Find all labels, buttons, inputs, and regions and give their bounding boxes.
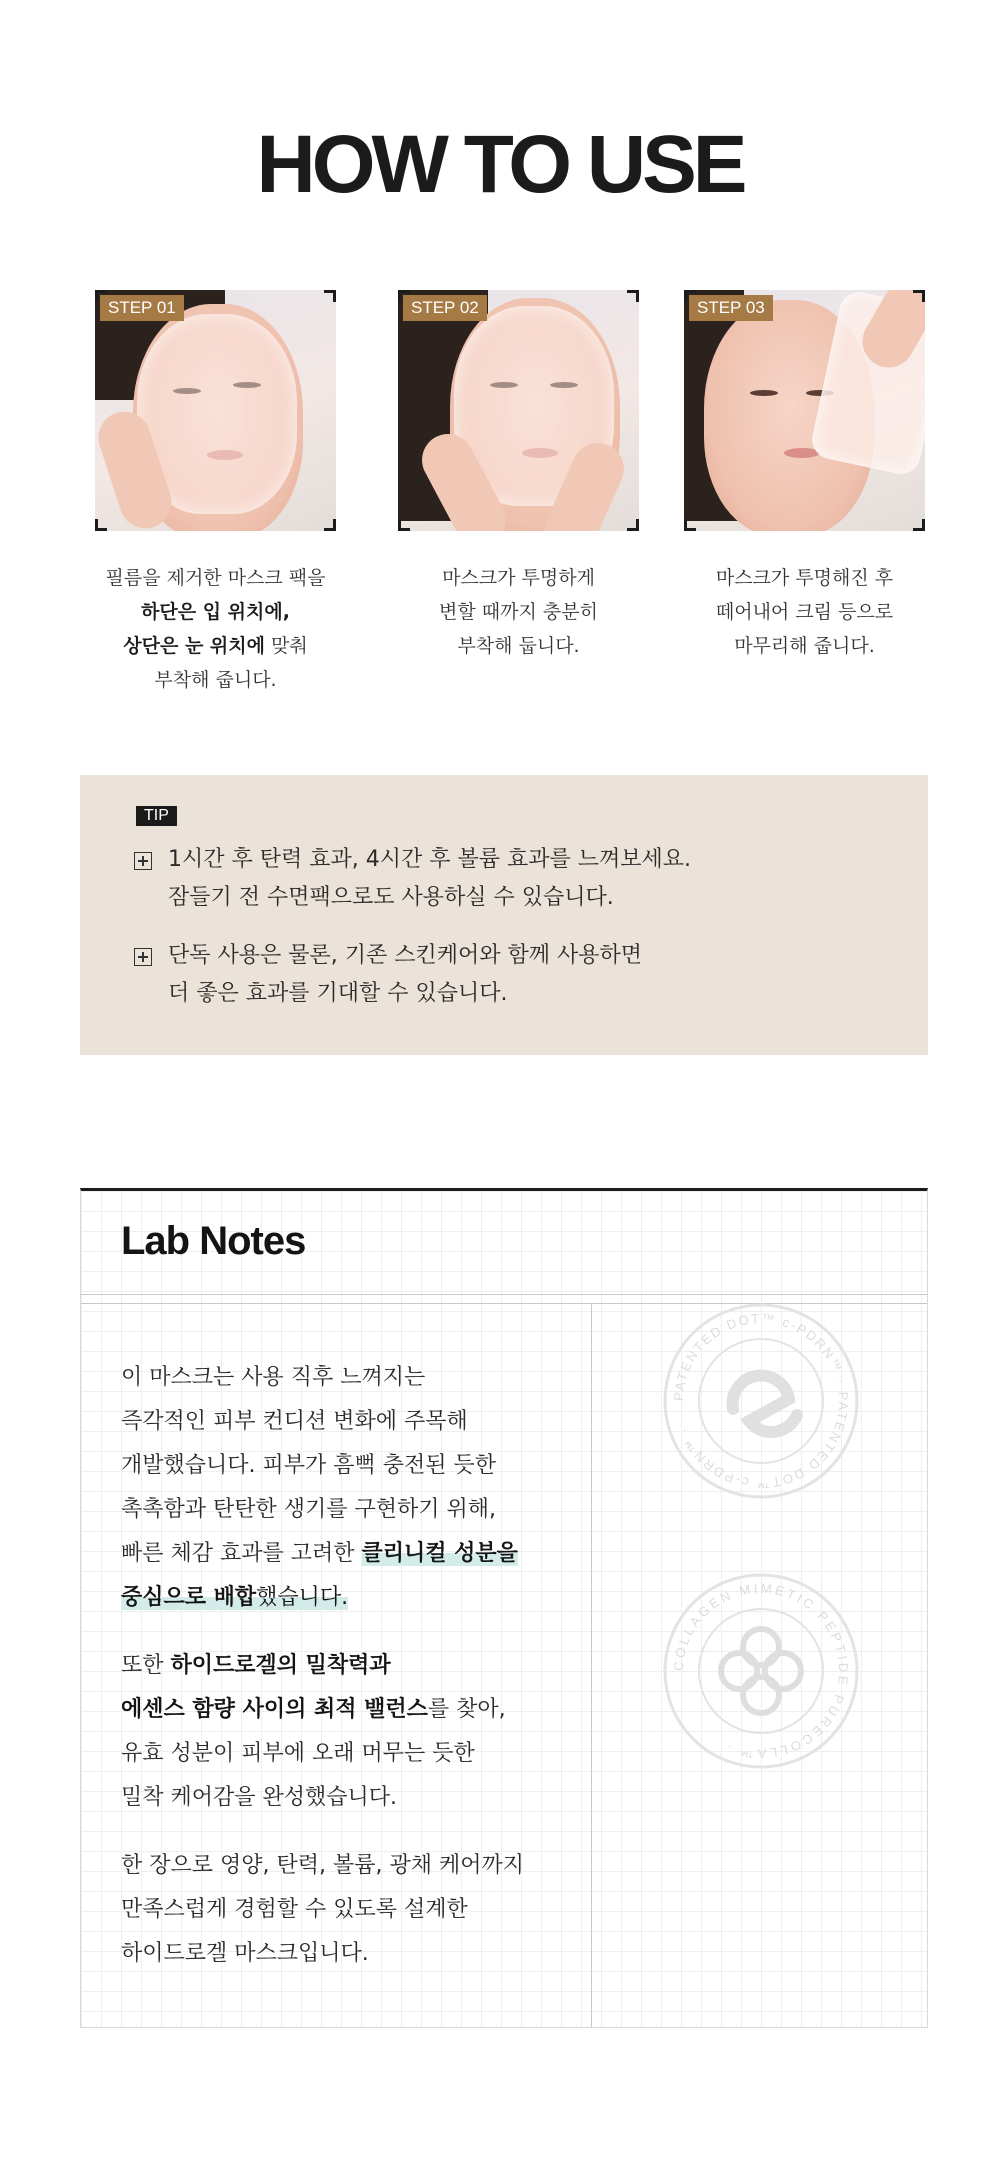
- lab-paragraph-3: 한 장으로 영양, 탄력, 볼륨, 광채 케어까지 만족스럽게 경험할 수 있도록 설계한 하이드로겔 마스크입니다.: [121, 1853, 524, 1966]
- page-title: HOW TO USE: [256, 119, 744, 210]
- patented-dot-seal: [661, 1301, 861, 1501]
- plus-box-icon: [134, 948, 152, 966]
- step-badge: STEP 01: [100, 295, 184, 321]
- svg-text:COLLAGEN MIMETIC PEPTIDE PUREC: COLLAGEN MIMETIC PEPTIDE PURECOLLA™ ·: [670, 1580, 852, 1762]
- tip-item: 1시간 후 탄력 효과, 4시간 후 볼륨 효과를 느껴보세요. 잠들기 전 수면팩으로도 사용하실 수 있습니다.: [134, 841, 691, 917]
- step-3-description: 마스크가 투명해진 후 떼어내어 크림 등으로 마무리해 줍니다.: [715, 567, 894, 657]
- plus-box-icon: [134, 852, 152, 870]
- step-badge: STEP 02: [403, 295, 487, 321]
- step-badge: STEP 03: [689, 295, 773, 321]
- step-1-description: 필름을 제거한 마스크 팩을 하단은 입 위치에, 상단은 눈 위치에 맞춰 부착해 줍니다.: [105, 567, 326, 691]
- step-2: [398, 290, 639, 663]
- lab-notes-panel: [80, 1188, 928, 2028]
- lab-paragraph-2: 또한 하이드로겔의 밀착력과 에센스 함량 사이의 최적 밸런스를 찾아, 유효 성분이 피부에 오래 머무는 듯한 밀착 케어감을 완성했습니다.: [121, 1653, 506, 1810]
- collagen-peptide-seal: [661, 1571, 861, 1771]
- step-3: [684, 290, 925, 663]
- tip-box: [80, 775, 928, 1055]
- step-1-photo: [95, 290, 336, 531]
- lab-notes-body: [121, 1356, 591, 2000]
- step-2-description: 마스크가 투명하게 변할 때까지 충분히 부착해 둡니다.: [439, 567, 598, 657]
- lab-notes-title: Lab Notes: [121, 1219, 306, 1263]
- lab-paragraph-1: 이 마스크는 사용 직후 느껴지는 즉각적인 피부 컨디션 변화에 주목해 개발했습니다. 피부가 흠뻑 충전된 듯한 촉촉함과 탄탄한 생기를 구현하기 위해, 빠른 체감 효과를 고려한 클리니컬 성분을 중심으로 배합했습니다.: [121, 1365, 518, 1610]
- tip-label: TIP: [136, 806, 177, 826]
- svg-text:PATENTED DOT™ c-PDRN™ · PATENT: PATENTED DOT™ c-PDRN™ · PATENTED DOT™ c-PDRN™ ·: [670, 1310, 852, 1492]
- step-2-photo: [398, 290, 639, 531]
- tip-item: 단독 사용은 물론, 기존 스킨케어와 함께 사용하면 더 좋은 효과를 기대할 수 있습니다.: [134, 937, 642, 1013]
- step-1: [95, 290, 336, 697]
- step-3-photo: [684, 290, 925, 531]
